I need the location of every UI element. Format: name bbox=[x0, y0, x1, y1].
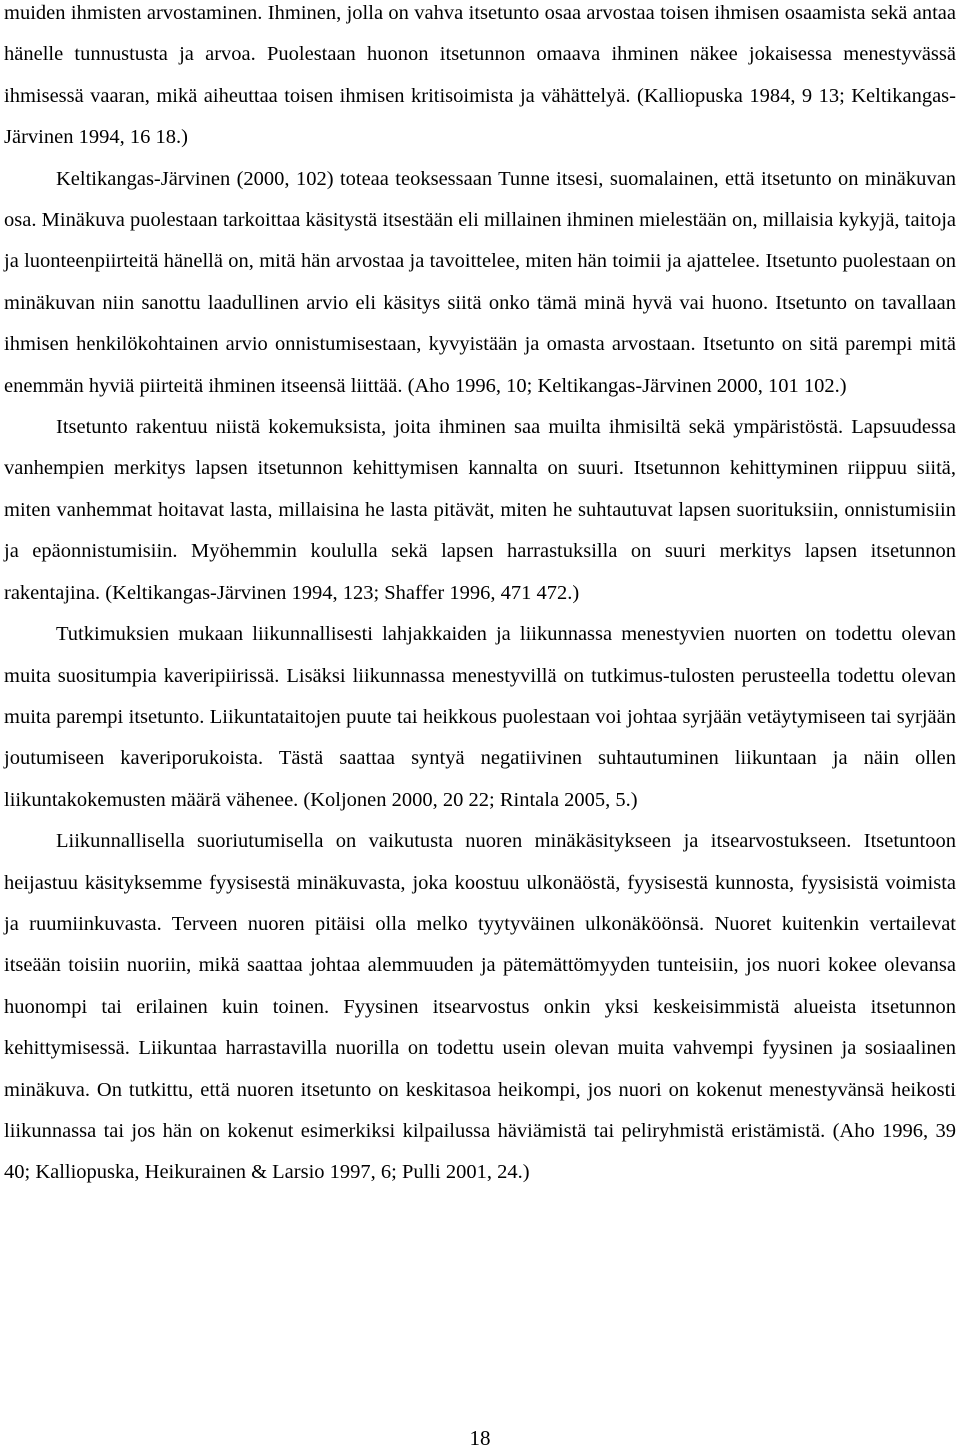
paragraph: Keltikangas-Järvinen (2000, 102) toteaa teoksessaan Tunne itsesi, suomalainen, että itsetunto on minäkuvan osa. Minäkuva puolestaan tarkoittaa käsitystä itsestään eli millainen ihminen mielestään on, millaisia kykyjä, taitoja ja luonteenpiirteitä hänellä on, mitä hän arvostaa ja tavoittelee, miten hän toimii ja ajattelee. Itsetunto puolestaan on minäkuvan niin sanottu laadullinen arvio eli käsitys siitä onko tämä minä hyvä vai huono. Itsetunto on tavallaan ihmisen henkilökohtainen arvio onnistumisestaan, kyvyistään ja omasta arvostaan. Itsetunto on sitä parempi mitä enemmän hyviä piirteitä ihminen itseensä liittää. (Aho 1996, 10; Keltikangas-Järvinen 2000, 101 102.) bbox=[4, 167, 956, 397]
paragraph-continued: muiden ihmisten arvostaminen. Ihminen, jolla on vahva itsetunto osaa arvostaa toisen ihmisen osaamista sekä antaa hänelle tunnustusta ja arvoa. Puolestaan huonon itsetunnon omaava ihminen näkee jokaisessa menestyvässä ihmisessä vaaran, mikä aiheuttaa toisen ihmisen kritisoimista ja vähättelyä. (Kalliopuska 1984, 9 13; Keltikangas-Järvinen 1994, 16 18.) bbox=[4, 2, 956, 149]
paragraph: Liikunnallisella suoriutumisella on vaikutusta nuoren minäkäsitykseen ja itsearvostukseen. Itsetuntoon heijastuu käsityksemme fyysisestä minäkuvasta, joka koostuu ulkonäöstä, fyysisestä kunnosta, fyysisistä voimista ja ruumiinkuvasta. Terveen nuoren pitäisi olla melko tyytyväinen ulkonäköönsä. Nuoret kuitenkin vertailevat itseään toisiin nuoriin, mikä saattaa johtaa alemmuuden ja pätemättömyyden tunteisiin, jos nuori kokee olevansa huonompi tai erilainen kuin toinen. Fyysinen itsearvostus onkin yksi keskeisimmistä alueista itsetunnon kehittymisessä. Liikuntaa harrastavilla nuorilla on todettu usein olevan muita vahvempi fyysinen ja sosiaalinen minäkuva. On tutkittu, että nuoren itsetunto on keskitasoa heikompi, jos nuori on kokenut menestyvänsä heikosti liikunnassa tai jos hän on kokenut esimerkiksi kilpailussa häviämistä tai peliryhmistä eristämistä. (Aho 1996, 39 40; Kalliopuska, Heikurainen & Larsio 1997, 6; Pulli 2001, 24.) bbox=[4, 830, 956, 1184]
paragraph: Tutkimuksien mukaan liikunnallisesti lahjakkaiden ja liikunnassa menestyvien nuorten on todettu olevan muita suositumpia kaveripiirissä. Lisäksi liikunnassa menestyvillä on tutkimus-tulosten perusteella todettu olevan muita parempi itsetunto. Liikuntataitojen puute tai heikkous puolestaan voi johtaa syrjään vetäytymiseen tai syrjään joutumiseen kaveriporukoista. Tästä saattaa syntyä negatiivinen suhtautuminen liikuntaan ja näin ollen liikuntakokemusten määrä vähenee. (Koljonen 2000, 20 22; Rintala 2005, 5.) bbox=[4, 623, 956, 811]
paragraph: Itsetunto rakentuu niistä kokemuksista, joita ihminen saa muilta ihmisiltä sekä ympäristöstä. Lapsuudessa vanhempien merkitys lapsen itsetunnon kehittymisen kannalta on suuri. Itsetunnon kehittyminen riippuu siitä, miten vanhemmat hoitavat lasta, millaisina he lasta pitävät, miten he suhtautuvat lapsen suorituksiin, onnistumisiin ja epäonnistumisiin. Myöhemmin koululla sekä lapsen harrastuksilla on suuri merkitys lapsen itsetunnon rakentajina. (Keltikangas-Järvinen 1994, 123; Shaffer 1996, 471 472.) bbox=[4, 416, 956, 604]
page-number: 18 bbox=[469, 1426, 491, 1450]
document-page bbox=[4, 0, 956, 1194]
